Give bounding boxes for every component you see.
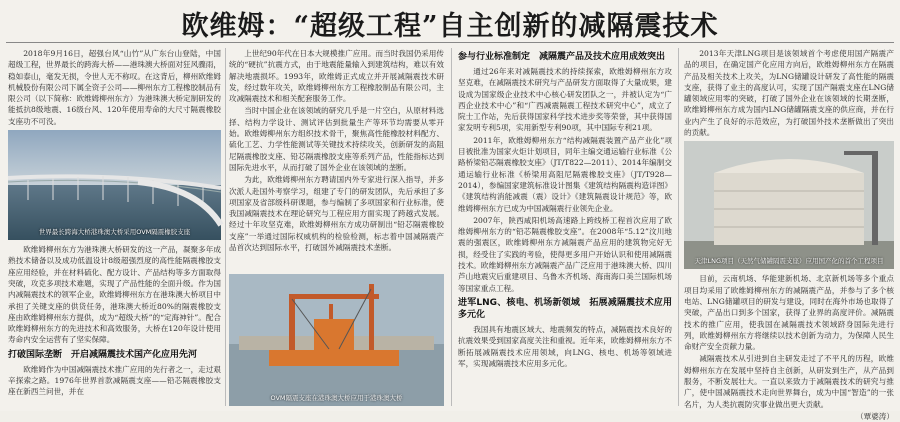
section-subheading: 打破国际垄断 开启减隔震技术国产化应用先河	[8, 349, 198, 360]
bridge-photo-image	[8, 130, 221, 240]
column-divider	[225, 48, 226, 406]
paragraph: 减隔震技术从引进到自主研发走过了不平凡的历程，欧维姆柳州东方在发展中坚持自主创新，从研发到生产，从产品到服务，不断发展壮大。一直以来致力于减隔震技术的研究与推广，使中国减隔震技术走向世界舞台，成为中国“智造”的一张名片，为人类抗震防灾事业做出更大贡献。	[684, 354, 894, 409]
paragraph: 目前，云南机场、华能建新机场、北京新机场等多个重点项目均采用了欧维姆柳州东方的减隔震产品，并参与了多个核电站、LNG储罐项目的研发与建设，同时在海外市场也取得了突破，产品出口到多个国家，获得了业界的高度评价。减隔震技术的推广应用，使我国在减隔震技术领域跻身国际先进行列，欧维姆柳州东方将继续以技术创新为动力，为保障人民生命财产安全贡献力量。	[684, 274, 894, 352]
article-column-2	[229, 48, 444, 408]
crane-photo	[229, 274, 444, 406]
article-column-3	[458, 48, 672, 408]
paragraph: 欧维姆作为中国减隔震技术推广应用的先行者之一，走过艰辛探索之路。1976年世界首款减隔震支座——铅芯隔震橡胶支座在新西兰问世，并在	[8, 364, 221, 397]
headline-rule	[6, 42, 894, 43]
author-signature: （覃婆涛）	[856, 411, 894, 421]
paragraph: 当时中国企业在该领域的研究几乎是一片空白，从原材料选择、结构力学设计、测试评估到批量生产等环节均需要从零开始。欧维姆柳州东方组织技术骨干，聚焦高性能橡胶材料配方、硫化工艺、力学性能测试等关键技术持续攻关，创新研发的高阻尼隔震橡胶支座、铅芯隔震橡胶支座等系列产品，性能指标达到国际先进水平，从而打破了国外企业在该领域的垄断。	[229, 106, 444, 172]
paragraph: 欧维姆柳州东方为港珠澳大桥研发的这一产品，凝聚多年成熟技术储备以及成功低温设计8级超强烈度的高性能隔震橡胶支座应用经验，并在材料硫化、配方设计、产品结构等多方面取得突破，攻克多项技术难题，实现了产品性能的全面升级。作为国内减隔震技术的领军企业，欧维姆柳州东方在港珠澳大桥项目中承担了关键支座的供货任务，港珠澳大桥近80%的隔震橡胶支座由欧维姆柳州东方提供，成为“超级大桥”的“定海神针”。配合欧维姆柳州东方的先进技术和高效服务，大桥在120年设计使用寿命内安全运营有了坚实保障。	[8, 245, 221, 345]
photo-caption: OVM隔震支座在港珠澳大桥应用于港珠澳大桥	[270, 393, 403, 402]
lng-tank-photo-image	[684, 141, 894, 269]
crane-photo-image	[229, 274, 444, 406]
photo-caption: 世界最长跨海大桥港珠澳大桥采用OVM隔震橡胶支座	[38, 227, 191, 236]
section-subheading: 进军LNG、核电、机场新领域 拓展减隔震技术应用多元化	[458, 297, 672, 320]
page-headline: 欧维姆：“超级工程”自主创新的减隔震技术	[181, 11, 719, 42]
paragraph: 上世纪90年代在日本大规模推广应用。而当时我国仍采用传统的“硬抗”抗震方式，由于地震能量输入到建筑结构，难以有效解决地震损坏。1993年，欧维姆正式成立并开展减隔震技术研发，经过数年攻关，欧维姆柳州东方工程橡胶制品有限公司，主攻减隔震技术和相关配套服务工作。	[229, 49, 444, 104]
photo-caption: 天津LNG项目（天然气储罐隔震支座）应用国产化的首个工程项目	[694, 257, 884, 266]
lng-tank-photo	[684, 141, 894, 269]
paragraph: 通过26年来对减隔震技术的持续探索，欧维姆柳州东方攻坚克难，在减隔震技术研究与产品研发方面取得了大量成果，建设成为国家级企业技术中心核心研发团队之一，并被认定为“广西企业技术中心”和“广西减震隔震工程技术研究中心”，成立了院士工作站，先后获得国家科学技术进步奖等荣誉，其中获得国家发明专利5项，实用新型专利90项，其中国际专利21项。	[458, 67, 672, 133]
section-subheading: 参与行业标准制定 减隔震产品及技术应用成效突出	[458, 52, 666, 62]
paragraph: 2011年，欧维姆柳州东方“结构减隔震装置产品产业化”项目被批准为国家火炬计划项目，同年主编交通运输行业标准《公路桥梁铅芯隔震橡胶支座》（JT/T822—2011）、2014年编制交通运输行业标准《桥梁用高阻尼隔震橡胶支座》（JT/T928—2014），参编国家建筑标准设计图集《建筑结构隔震构造详图》《建筑结构消能减震（震）设计》《建筑隔震设计规范》等，欧维姆柳州东方已成为中国减隔震行业领先企业。	[458, 135, 672, 213]
paragraph: 2013年天津LNG项目是该领域首个考虑使用国产隔震产品的项目，在确定国产化应用方向后，欧维姆柳州东方在隔震产品及相关技术上攻关，为LNG储罐设计研发了高性能的隔震支座，获得了业主的高度认可，实现了国产隔震支座在LNG储罐领域应用零的突破，打破了国外企业在该领域的长期垄断，欧维姆柳州东方成为国内LNG储罐隔震支座的供应商，并在行业内产生了良好的示范效应，为打破国外技术垄断做出了突出的贡献。	[684, 49, 894, 138]
paragraph: 2018年9月16日，超强台风“山竹”从广东台山登陆，中国超级工程，世界最长的跨海大桥——港珠澳大桥面对狂风骤雨，稳如泰山，毫发无损，令世人无不称叹。在这背后，柳州欧维姆机械股份有限公司下属全资子公司——柳州东方工程橡胶制品有限公司（以下简称：欧维姆柳州东方）为港珠澳大桥定制研发的能抵抗8级地震、16级台风、120年使用寿命的大尺寸隔震橡胶支座功不可没。	[8, 49, 221, 126]
article-column-4	[684, 48, 894, 421]
paragraph: 为此，欧维姆柳州东方聘请国内外专家进行深入指导，并多次派人赴国外考察学习，组建了专门的研发团队，先后承担了多项国家及省部级科研课题，参与编制了多项国家和行业标准，使我国减隔震技术在理论研究与工程应用方面实现了跨越式发展。经过十年攻坚克难，欧维姆柳州东方成功研制出“铅芯隔震橡胶支座”一举通过国际权威机构的检验检测，标志着中国减隔震产品首次达到国际水平，打破国外减隔震技术垄断。	[229, 175, 444, 253]
column-divider	[451, 48, 452, 406]
article-column-1	[8, 48, 221, 408]
column-divider	[678, 48, 679, 406]
paragraph: 我国具有地震区域大、地震频发的特点，减隔震技术良好的抗震效果受到国家高度关注和重视。近年来，欧维姆柳州东方不断拓展减隔震技术应用领域，向LNG、核电、机场等领域进军，实现减隔震技术应用多元化。	[458, 324, 672, 368]
bridge-photo	[8, 130, 221, 240]
paragraph: 2007年，陕西咸阳机场高速路上跨线桥工程首次应用了欧维姆柳州东方的“铅芯隔震橡胶支座”。在2008年“5.12”汶川地震的强震区，欧维姆柳州东方减隔震产品应用的建筑物完好无损，经受住了实践的考验，使得更多用户开始认识和使用减隔震技术。欧维姆柳州东方减隔震产品广泛应用于港珠澳大桥、四川芦山地震灾后重建项目、乌鲁木齐机场、海南海口美兰国际机场等国家重点工程。	[458, 215, 672, 293]
